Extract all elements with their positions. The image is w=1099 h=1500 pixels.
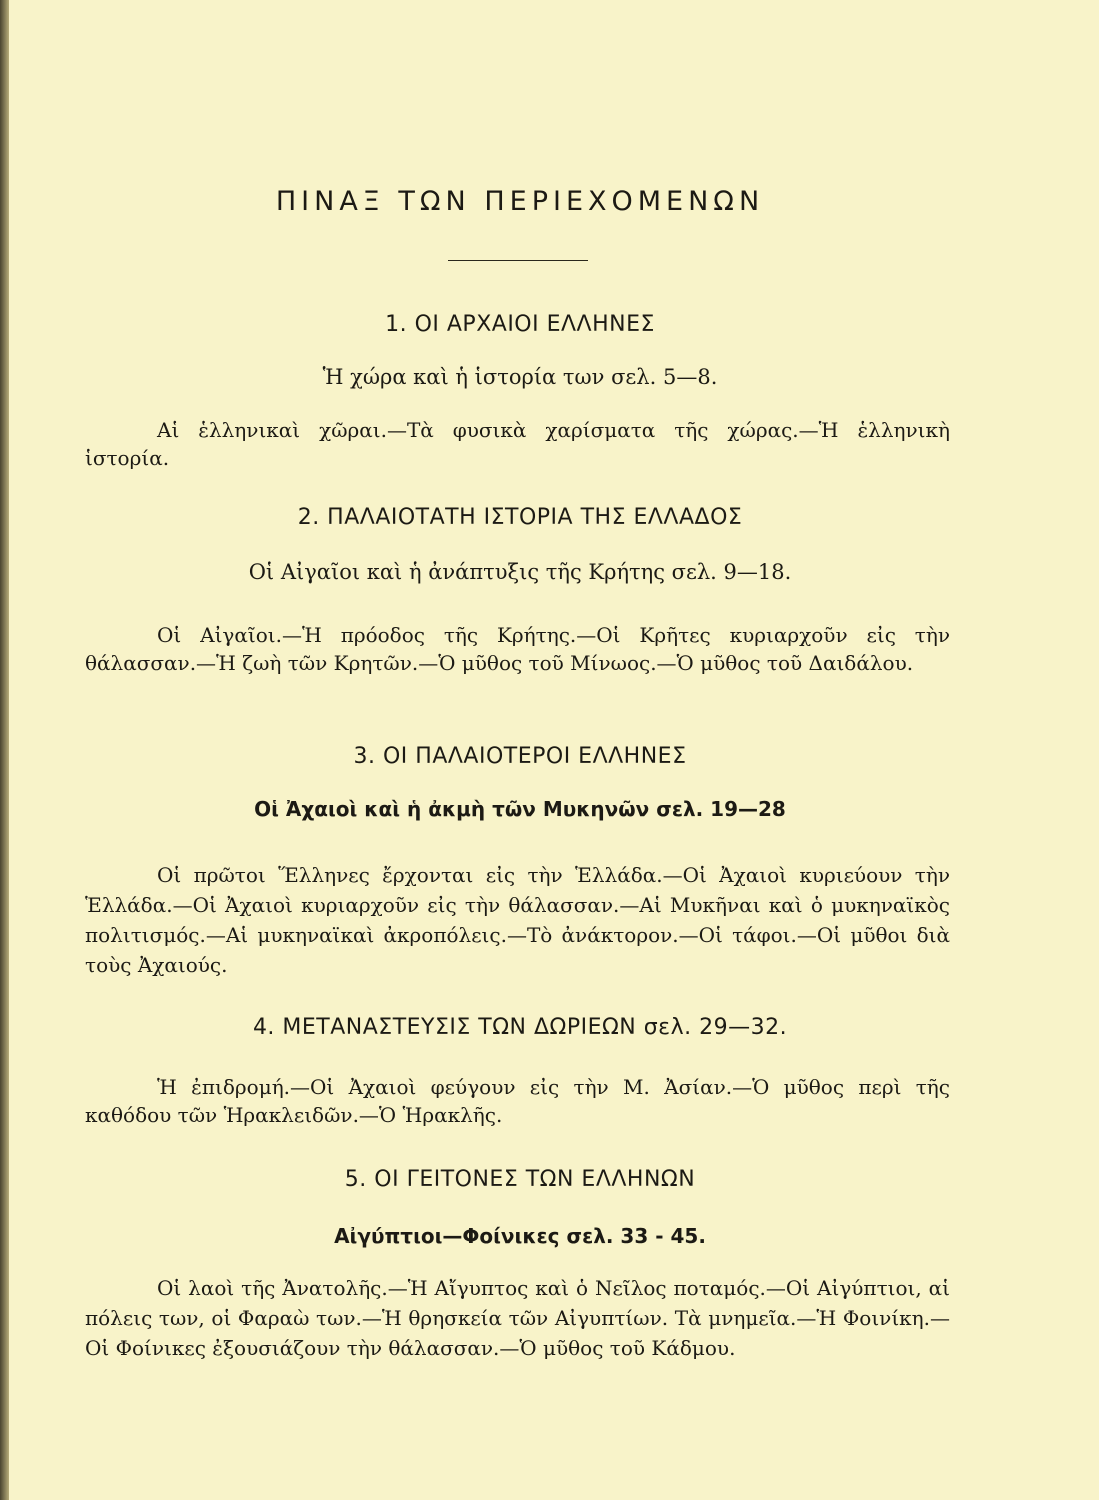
section-5 xyxy=(0,1167,1099,1360)
section-body: Αἱ ἑλληνικαὶ χῶραι.—Τὰ φυσικὰ χαρίσματα τῆς χώρας.—Ἡ ἑλληνικὴ ἱστορία. xyxy=(85,418,950,470)
section-heading: 4. ΜΕΤΑΝΑΣΤΕΥΣΙΣ ΤΩΝ ΔΩΡΙΕΩΝ σελ. 29—32. xyxy=(252,1015,788,1040)
section-1 xyxy=(0,312,1099,470)
section-subheading: Αἰγύπτιοι—Φοίνικες σελ. 33 - 45. xyxy=(334,1224,706,1248)
section-heading: 5. ΟΙ ΓΕΙΤΟΝΕΣ ΤΩΝ ΕΛΛΗΝΩΝ xyxy=(344,1167,696,1192)
section-3 xyxy=(0,744,1099,977)
section-2 xyxy=(0,505,1099,675)
section-heading: 3. ΟΙ ΠΑΛΑΙΟΤΕΡΟΙ ΕΛΛΗΝΕΣ xyxy=(353,744,687,769)
section-subheading: Ἡ χώρα καὶ ἡ ἱστορία των σελ. 5—8. xyxy=(322,365,718,389)
section-body: Οἱ πρῶτοι Ἕλληνες ἔρχονται εἰς τὴν Ἑλλάδα.—Οἱ Ἀχαιοὶ κυριεύουν τὴν Ἑλλάδα.—Οἱ Ἀχαιοὶ κυριαρχοῦν εἰς τὴν θάλασσαν.—Αἱ Μυκῆναι καὶ ὁ μυκηναϊκὸς πολιτισμός.—Αἱ μυκηναϊκαὶ ἀκροπόλεις.—Τὸ ἀνάκτορον.—Οἱ τάφοι.—Οἱ μῦθοι διὰ τοὺς Ἀχαιούς. xyxy=(85,863,950,977)
section-body: Ἡ ἐπιδρομή.—Οἱ Ἀχαιοὶ φεύγουν εἰς τὴν Μ. Ἀσίαν.—Ὁ μῦθος περὶ τῆς καθόδου τῶν Ἡρακλειδῶν.—Ὁ Ἡρακλῆς. xyxy=(85,1075,950,1127)
section-body: Οἱ λαοὶ τῆς Ἀνατολῆς.—Ἡ Αἴγυπτος καὶ ὁ Νεῖλος ποταμός.—Οἱ Αἰγύπτιοι, αἱ πόλεις των, οἱ Φαραὼ των.—Ἡ θρησκεία τῶν Αἰγυπτίων. Τὰ μνημεῖα.—Ἡ Φοινίκη.—Οἱ Φοίνικες ἐξουσιάζουν τὴν θάλασσαν.—Ὁ μῦθος τοῦ Κάδμου. xyxy=(85,1276,950,1360)
section-4 xyxy=(0,1015,1099,1127)
section-subheading: Οἱ Αἰγαῖοι καὶ ἡ ἀνάπτυξις τῆς Κρήτης σελ. 9—18. xyxy=(248,560,792,584)
section-subheading: Οἱ Ἀχαιοὶ καὶ ἡ ἀκμὴ τῶν Μυκηνῶν σελ. 19—28 xyxy=(254,797,786,821)
section-heading: 1. ΟΙ ΑΡΧΑΙΟΙ ΕΛΛΗΝΕΣ xyxy=(385,312,655,337)
section-heading: 2. ΠΑΛΑΙΟΤΑΤΗ ΙΣΤΟΡΙΑ ΤΗΣ ΕΛΛΑΔΟΣ xyxy=(297,505,743,530)
title-divider xyxy=(448,260,588,261)
page-title: ΠΙΝΑΞ ΤΩΝ ΠΕΡΙΕΧΟΜΕΝΩΝ xyxy=(275,186,765,217)
section-body: Οἱ Αἰγαῖοι.—Ἡ πρόοδος τῆς Κρήτης.—Οἱ Κρῆτες κυριαρχοῦν εἰς τὴν θάλασσαν.—Ἡ ζωὴ τῶν Κρητῶν.—Ὁ μῦθος τοῦ Μίνωος.—Ὁ μῦθος τοῦ Δαιδάλου. xyxy=(85,623,950,675)
